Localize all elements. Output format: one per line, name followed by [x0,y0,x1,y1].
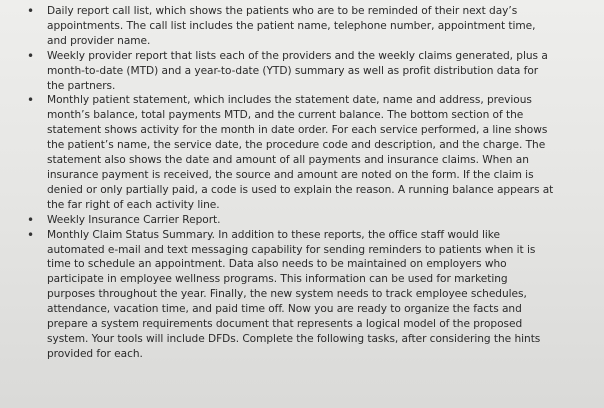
text-line: purposes throughout the year. Finally, the new system needs to track employee schedules, [47,288,527,301]
text-line: month-to-date (MTD) and a year-to-date (YTD) summary as well as profit distribution data for [47,64,539,77]
bullet-marker: • [27,227,35,242]
text-line: statement shows activity for the month in date order. For each service performed, a line shows [47,124,548,137]
text-line: month’s balance, total payments MTD, and the current balance. The bottom section of the [47,109,524,122]
bullet-marker: • [27,4,35,18]
text-line: Weekly Insurance Carrier Report. [47,213,221,226]
text-line: attendance, vacation time, and paid time off. Now you are ready to organize the facts and [47,303,522,316]
text-line: appointments. The call list includes the patient name, telephone number, appointment time, [47,19,536,32]
bullet-item-monthly-claim-status-summary [18,228,590,362]
bullet-item-weekly-provider-report [18,49,590,94]
bullet-marker: • [27,93,35,108]
text-line: statement also shows the date and amount of all payments and insurance claims. When an [47,154,529,167]
text-line: Monthly Claim Status Summary. In addition to these reports, the office staff would like [47,228,500,241]
bullet-item-weekly-insurance-carrier-report [18,213,590,228]
bullet-item-monthly-patient-statement [18,93,590,212]
bullet-list [18,4,590,362]
text-line: provided for each. [47,347,143,360]
text-line: automated e-mail and text messaging capability for sending reminders to patients when it is [47,243,536,256]
bullet-marker: • [27,212,35,227]
text-line: the partners. [47,79,116,92]
text-line: prepare a system requirements document that represents a logical model of the proposed [47,318,523,331]
text-line: Monthly patient statement, which includes the statement date, name and address, previous [47,94,532,107]
text-line: time to schedule an appointment. Data also needs to be maintained on employers who [47,258,507,271]
text-line: denied or only partially paid, a code is used to explain the reason. A running balance appears at [47,183,554,196]
text-line: system. Your tools will include DFDs. Complete the following tasks, after considering the hints [47,332,541,345]
text-line: and provider name. [47,34,151,47]
text-line: Daily report call list, which shows the patients who are to be reminded of their next day’s [47,5,518,17]
bullet-marker: • [27,48,35,63]
bullet-item-daily-report [18,4,590,49]
text-line: the patient’s name, the service date, the procedure code and description, and the charge. The [47,139,546,152]
text-line: participate in employee wellness programs. This information can be used for marketing [47,273,508,286]
text-line: Weekly provider report that lists each of the providers and the weekly claims generated, plus a [47,49,548,62]
text-line: insurance payment is received, the source and amount are noted on the form. If the claim is [47,168,534,181]
text-line: the far right of each activity line. [47,198,220,211]
